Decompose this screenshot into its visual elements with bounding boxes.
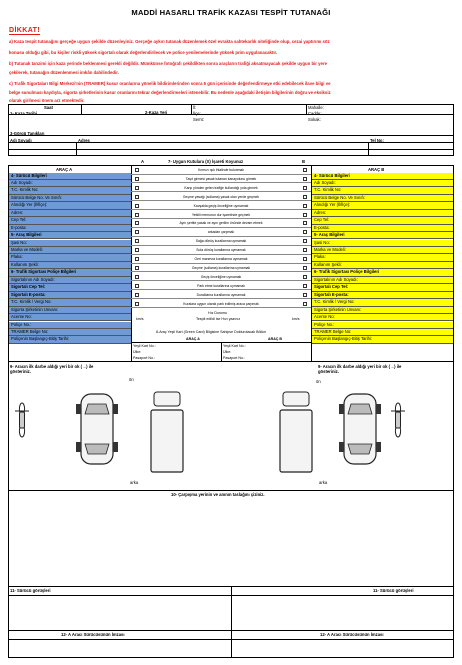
checkbox-b[interactable] [303, 186, 307, 190]
warning-c2: belge sunulması kaydıyla, sigorta şirketlerinin kusur oranlarını tekrar değerlendirmeleri istenebilir. Bu nedenle aşağıdaki iletişim bilgilerinin doğru ve eksiksiz [9, 90, 331, 95]
green-b-card: Yeşil Kart No.: [223, 344, 246, 348]
front-label-a: ön [129, 377, 134, 382]
car-top-view-icon-a [76, 394, 118, 464]
km-label-a: km/s [136, 317, 144, 321]
circumstance-item: Karşı yönden gelen trafiğe kullandığı yola girmek [184, 185, 258, 190]
vehicle-b-field[interactable]: T.C. Kimlik No: [312, 187, 453, 194]
rear-label-a: arka [130, 480, 139, 485]
saat-label: Saat [44, 105, 53, 110]
checkbox-a[interactable] [135, 266, 139, 270]
circumstance-item: Geri manevra kurallarına uymamak [194, 257, 248, 261]
vehicle-b-field[interactable]: Şasi No: [312, 240, 453, 247]
vehicle-b-field[interactable]: T.C. Kimlik / Vergi No: [312, 299, 453, 306]
vehicle-b-field[interactable]: Acente No: [312, 314, 453, 321]
witness-name-label: Adı Soyadı [10, 138, 32, 143]
warning-heading: DİKKAT! [9, 27, 41, 34]
circumstance-item: Duraklama kurallarına uymamak [196, 292, 246, 297]
checkbox-a[interactable] [135, 239, 139, 243]
checkbox-b[interactable] [303, 168, 307, 172]
vehicle-b-field[interactable]: TRAMER Belge No: [312, 329, 453, 336]
motorcycle-icon-b [391, 403, 405, 437]
form-title: MADDİ HASARLI TRAFİK KAZASI TESPİT TUTANAĞI [131, 8, 331, 17]
checkbox-b[interactable] [303, 302, 307, 306]
vehicle-b-field[interactable]: Sigortalı E-posta: [312, 292, 453, 299]
vehicle-a-field[interactable]: Sigortalı Cep Tel: [9, 284, 131, 291]
vehicle-a-field[interactable]: Sigortalının Adı Soyadı: [9, 277, 131, 284]
semt-label: Semt: [193, 117, 204, 122]
tespit-label: Tespit edildi ise Hızı yazınız [196, 317, 241, 321]
green-b-passport: Pasaport No.: [223, 356, 245, 360]
km-label-b: km/s [292, 317, 300, 321]
checkbox-a[interactable] [135, 302, 139, 306]
rear-label-b: arka [319, 480, 328, 485]
checkbox-b[interactable] [303, 284, 307, 288]
impact-a-instruction: 9- Aracın ilk darbe aldığı yeri bir ok (→) ile gösteriniz. [10, 364, 94, 374]
vehicle-b-field[interactable]: Marka ve Modeli: [312, 247, 453, 254]
checkbox-a[interactable] [135, 186, 139, 190]
circumstance-item: Kuralara uygun olarak park edilmiş araca çarpmak [183, 301, 259, 306]
checkbox-b[interactable] [303, 221, 307, 225]
checkbox-a[interactable] [135, 177, 139, 181]
vehicle-a-field[interactable]: Sigorta Şirketinin Unvanı: [9, 307, 131, 314]
circumstance-item: Geçiş önceliğine uymamak [200, 274, 242, 279]
checkbox-b[interactable] [303, 177, 307, 181]
witness-tel-label: Tel No: [370, 138, 384, 143]
circumstance-item: Sola dönüş kurallarına uymamak [196, 248, 246, 253]
vehicle-b-field[interactable]: Adres: [312, 210, 453, 217]
driver-b-signature-label: 12- A Aracı Sürücüsünün İmzası [320, 632, 384, 637]
circumstance-item: Aynı şeritte yasak ve aynı gerilim önünde devam etmek [179, 221, 263, 226]
vehicle-a-field[interactable]: Sigortalı E-posta: [9, 292, 131, 299]
warning-a2: konusu olduğu gibi, bu kişiler riskli yüksek sigortalı olarak değerlendirilecek ve police yenilemelerinde yüksek prim uygulanacaktır. [9, 50, 278, 55]
green-a-heading: ARAÇ A [186, 337, 200, 341]
green-card-title: 8-Araç Yeşil Kart (Green Card) Bilgisine Sahipse Doldurulacak Bölüm [156, 330, 267, 334]
hiz-label: Hız Durumu [208, 311, 228, 315]
vehicle-a-field[interactable]: E-posta: [9, 225, 131, 232]
checkbox-b[interactable] [303, 248, 307, 252]
vehicle-a-field[interactable]: Plaka: [9, 254, 131, 261]
checkbox-a[interactable] [135, 168, 139, 172]
vehicle-a-field[interactable]: Marka ve Modeli: [9, 247, 131, 254]
circumstance-item: Yetkili memurun dur işaretinde geçmek [191, 212, 251, 217]
sokak-label: Sokak: [308, 117, 321, 122]
mahalle-label: Mahalle: [308, 105, 324, 110]
checkbox-a[interactable] [135, 284, 139, 288]
truck-icon-b [280, 392, 312, 472]
circumstance-item: Sağa dönüş kurallarına uymamak [195, 239, 247, 244]
green-a-passport: Pasaport No.: [133, 356, 155, 360]
kaza-yeri-label: 2-Kaza Yeri [145, 110, 168, 115]
vehicle-a-field[interactable]: Sürücü Belge No. Ve Sınıfı: [9, 195, 131, 202]
vehicle-b-field[interactable]: Sigortalının Adı Soyadı: [312, 277, 453, 284]
vehicle-b-field[interactable]: Sürücü Belge No. Ve Sınıfı: [312, 195, 453, 202]
warning-b1: b) Tutanak tanzimi için kaza yerinde beklenmesi gerekli değildir. Mümkünse fotoğrafı çekildikten sonra araçların trafiği aksatmayacak şekilde uygun bir yere [9, 61, 328, 66]
checkbox-b[interactable] [303, 266, 307, 270]
vehicle-a-field[interactable]: Poliçe No.: [9, 322, 131, 329]
circumstance-item: arkadan çarpmak [207, 230, 235, 235]
cadde-label: Cadde: [308, 111, 322, 116]
vehicle-b-field[interactable]: Poliçe No.: [312, 322, 453, 329]
motorcycle-icon-a [15, 403, 29, 437]
warning-c3: olarak girilmesi önem arz etmektedir. [9, 98, 85, 103]
checkbox-b[interactable] [303, 257, 307, 261]
sketch-area[interactable] [9, 498, 453, 586]
circumstance-item: Kavşakta geçiş önceliğine uymamak [193, 203, 249, 208]
impact-b-instruction: 9- Aracın ilk darbe aldığı yeri bir ok (→) ile gösteriniz. [318, 364, 402, 374]
vehicle-a-field[interactable]: 6- Trafik Sigortası Poliçe Bilgileri [9, 269, 131, 276]
circumstance-item: Geçme yasağı (sollama) yasak olan yerde geçmek [182, 194, 260, 199]
driver-b-opinion-label: 11- Sürücü görüşleri [373, 588, 414, 593]
vehicle-a-field[interactable]: Şasi No: [9, 240, 131, 247]
vehicle-a-field[interactable]: T.C. Kimlik / Vergi No: [9, 299, 131, 306]
arac-b-heading: ARAÇ B [368, 167, 385, 172]
checkbox-a[interactable] [135, 221, 139, 225]
vehicle-b-field[interactable]: Plaka: [312, 254, 453, 261]
truck-icon-a [151, 392, 183, 472]
circumstance-item: Kırmızı ışık ihlalinde bulunmak [198, 168, 244, 172]
checkbox-a[interactable] [135, 230, 139, 234]
vehicle-b-field[interactable]: Poliçenin Başlangıç-Bitiş Tarihi: [312, 336, 453, 343]
checkbox-a[interactable] [135, 195, 139, 199]
accident-report-form [6, 6, 456, 659]
column-b-letter: B [302, 159, 306, 164]
vehicle-a-field[interactable]: Adres: [9, 210, 131, 217]
checkbox-a[interactable] [135, 248, 139, 252]
checkbox-a[interactable] [135, 275, 139, 279]
checkbox-a[interactable] [135, 204, 139, 208]
checkbox-b[interactable] [303, 239, 307, 243]
checkbox-a[interactable] [135, 257, 139, 261]
arac-a-heading: ARAÇ A [56, 167, 73, 172]
vehicle-b-field[interactable]: Cep Tel: [312, 217, 453, 224]
green-b-heading: ARAÇ B [268, 337, 282, 341]
vehicle-b-field[interactable]: Kullanım Şekli: [312, 262, 453, 269]
checkbox-b[interactable] [303, 213, 307, 217]
green-a-card: Yeşil Kart No.: [133, 344, 156, 348]
circumstance-item: Geçme (sollama) kurallarına uymamak [191, 265, 251, 270]
witness-address-label: Adres [78, 138, 90, 143]
section-7-title: 7- Uygun Kutulara (X) İşareti Koyunuz [168, 159, 244, 164]
checkbox-b[interactable] [303, 204, 307, 208]
vehicle-a-field[interactable]: Alındığı Yer (İl/İlçe): [9, 202, 131, 209]
car-top-view-icon-b [339, 394, 381, 464]
vehicle-b-field[interactable]: 4- Sürücü Bilgileri [312, 173, 453, 180]
vehicle-b-field[interactable]: E-posta: [312, 225, 453, 232]
vehicle-b-field[interactable]: Alındığı Yer (İl/İlçe): [312, 202, 453, 209]
checkbox-a[interactable] [135, 213, 139, 217]
vehicle-a-field[interactable]: TRAMER Belge No: [9, 329, 131, 336]
driver-a-signature-label: 12- A Aracı Sürücüsünün İmzası [61, 632, 125, 637]
vehicle-a-field[interactable]: 5- Araç Bilgileri [9, 232, 131, 239]
vehicle-b-field[interactable]: Adı Soyadı: [312, 180, 453, 187]
circumstance-item: Taşıt girmesi yasak tutanan kanayolunu girmek [185, 176, 257, 181]
vehicle-a-field[interactable]: Cep Tel: [9, 217, 131, 224]
green-b-country: Ülke: [223, 350, 232, 354]
witness-title: 3-Görgü Tanıkları [10, 131, 45, 136]
il-label: İl: [193, 105, 197, 110]
checkbox-b[interactable] [303, 275, 307, 279]
driver-a-opinion-label: 11- Sürücü görüşleri [10, 588, 51, 593]
front-label-b: ön [316, 379, 321, 384]
vehicle-diagrams [6, 376, 456, 486]
sketch-section-title: 10- Çarpışma yerinin ve anının taslağını çiziniz. [171, 492, 265, 497]
checkbox-a[interactable] [135, 293, 139, 297]
vehicle-a-field[interactable]: 4- Sürücü Bilgileri [9, 173, 131, 180]
vehicle-a-field[interactable]: Adı Soyadı: [9, 180, 131, 187]
vehicle-b-field[interactable]: Sigortalı Cep Tel: [312, 284, 453, 291]
column-a-letter: A [141, 159, 145, 164]
ilce-label: İlçe: [193, 111, 201, 116]
checkbox-b[interactable] [303, 230, 307, 234]
vehicle-a-field[interactable]: Kullanım Şekli: [9, 262, 131, 269]
checkbox-b[interactable] [303, 195, 307, 199]
green-a-country: Ülke: [133, 350, 142, 354]
checkbox-b[interactable] [303, 293, 307, 297]
vehicle-a-field[interactable]: Poliçenin Başlangıç-Bitiş Tarihi: [9, 336, 131, 343]
warning-c1: c) Trafik Sigortaları Bilgi Merkezi'nin (TRAMER) kusur oranlarına yönelik bildirimlerinden sonra 5 gün içerisinde değerlendirmeye etki edebilecek ilave bilgi ve [9, 81, 331, 86]
vehicle-b-field[interactable]: 6- Trafik Sigortası Poliçe Bilgileri [312, 269, 453, 276]
vehicle-a-field[interactable]: T.C. Kimlik No: [9, 187, 131, 194]
warning-a1: a) Kaza tespit tutanağını gerçeğe uygun şekilde düzenleyiniz. Gerçeğe aykırı tutanak düzenlemek özel evrakta sahtekarlık niteliğinde olup, cezai yaptırımı söz [9, 39, 330, 44]
vehicle-b-field[interactable]: 5- Araç Bilgileri [312, 232, 453, 239]
kaza-tarihi-label: 1- Kaza Tarihi [10, 111, 37, 116]
vehicle-b-field[interactable]: Sigorta Şirketinin Unvanı: [312, 307, 453, 314]
circumstance-item: Park etme kurallarına uymamak [197, 283, 245, 288]
vehicle-a-field[interactable]: Acente No: [9, 314, 131, 321]
warning-b2: çekilerek, tutanağın düzenlenmesi imkân dahilindedir. [9, 70, 119, 75]
